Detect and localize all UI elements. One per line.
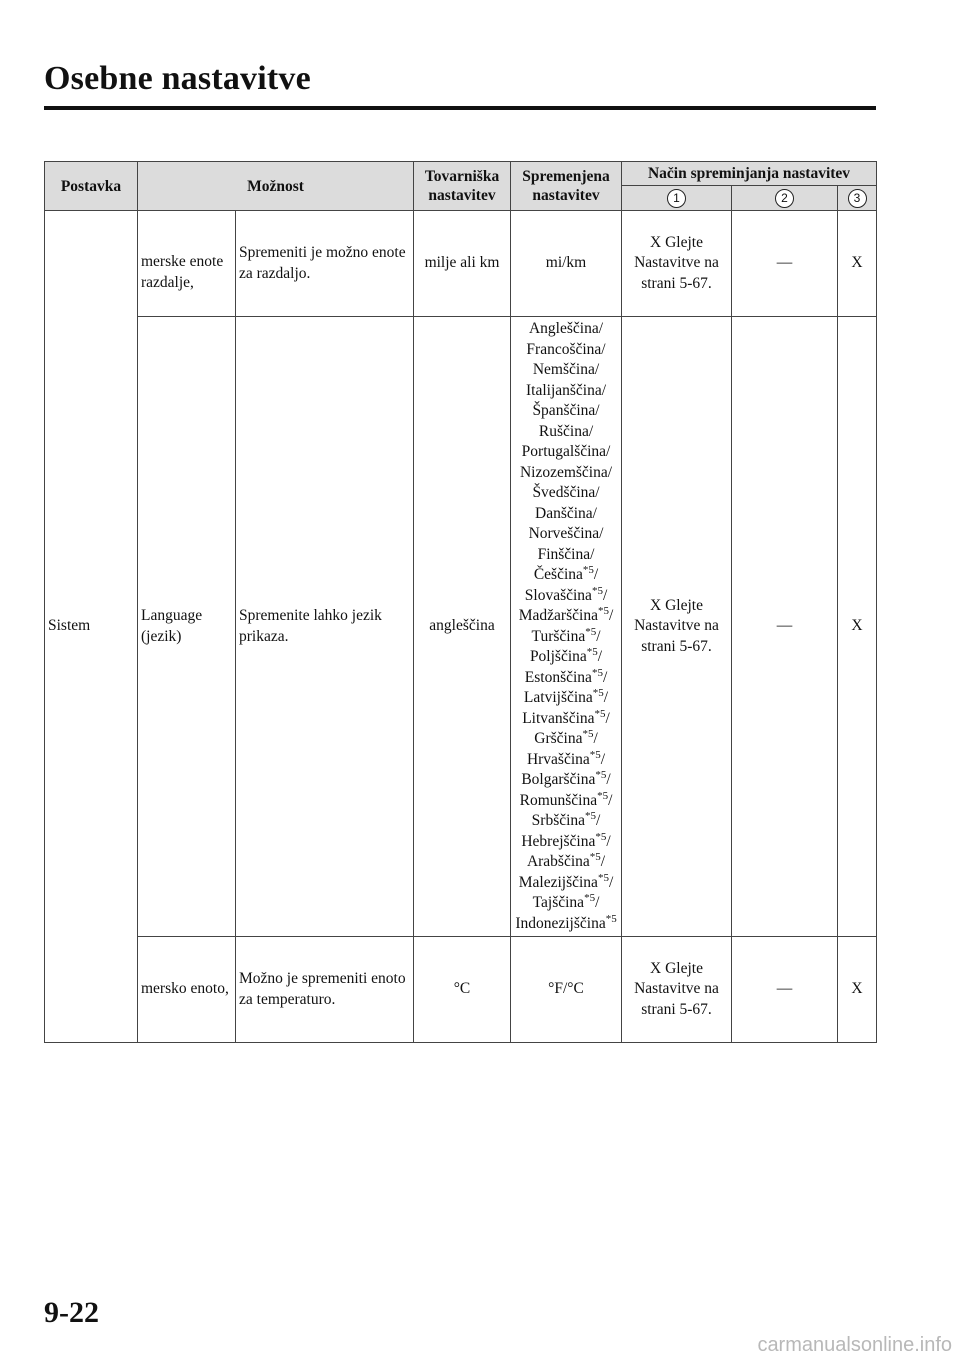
language-name: Nemščina/ <box>532 361 600 378</box>
language-name: Litvanščina <box>522 709 595 727</box>
header-method-2 <box>732 186 838 211</box>
footnote-marker: *5 <box>591 666 603 679</box>
language-option <box>511 504 621 525</box>
method-2-cell: — <box>732 317 838 937</box>
method-1-cell: X Glejte Nastavitve na strani 5-67. <box>622 317 732 937</box>
page-number: 9-22 <box>44 1296 99 1329</box>
language-option <box>511 606 621 627</box>
footnote-marker: *5 <box>597 604 609 617</box>
language-name: Češčina <box>533 566 583 583</box>
language-option <box>511 524 621 545</box>
circled-number-1-icon: 1 <box>667 189 686 208</box>
footnote-marker: *5 <box>595 830 607 843</box>
language-separator: / <box>605 709 610 727</box>
changed-value: mi/km <box>511 211 622 317</box>
language-name: Italijanščina/ <box>525 381 607 399</box>
category-cell: Sistem <box>45 211 138 1043</box>
footnote-marker: *5 <box>585 625 597 638</box>
factory-value: angleščina <box>414 317 511 937</box>
language-name: Malezijščina <box>518 873 598 891</box>
table-row <box>45 211 877 317</box>
language-name: Madžarščina <box>518 607 598 624</box>
language-separator: / <box>600 853 606 870</box>
language-name: Tajščina <box>532 894 585 911</box>
language-option <box>511 852 621 873</box>
circled-number-2-icon: 2 <box>775 189 794 208</box>
item-cell: merske enote razdalje, <box>138 211 236 317</box>
method-1-cell: X Glejte Nastavitve na strani 5-67. <box>622 937 732 1043</box>
language-name: Poljščina <box>529 648 587 665</box>
language-option <box>511 893 621 914</box>
language-separator: / <box>597 648 603 665</box>
language-separator: / <box>596 627 601 645</box>
title-divider <box>44 106 876 110</box>
language-option <box>511 422 621 443</box>
footnote-marker: *5 <box>582 727 594 740</box>
language-option <box>511 791 621 812</box>
language-name: Danščina/ <box>535 504 597 522</box>
changed-value <box>511 317 622 937</box>
footnote-marker: *5 <box>589 748 601 761</box>
language-name: Latvijščina <box>523 689 593 706</box>
header-spremenjena: Spremenjena nastavitev <box>511 162 622 211</box>
method-3-cell: X <box>838 317 877 937</box>
language-list <box>511 319 621 934</box>
footnote-marker: *5 <box>585 809 597 822</box>
language-name: Arabščina <box>526 853 590 870</box>
footnote-marker: *5 <box>597 871 609 884</box>
footnote-marker: *5 <box>589 850 601 863</box>
language-option <box>511 668 621 689</box>
header-method-3 <box>838 186 877 211</box>
language-option <box>511 873 621 894</box>
watermark: carmanualsonline.info <box>757 1334 952 1356</box>
language-option <box>511 750 621 771</box>
language-option <box>511 811 621 832</box>
table-row <box>45 937 877 1043</box>
language-option <box>511 709 621 730</box>
method-2-cell: — <box>732 937 838 1043</box>
language-name: Estonščina <box>524 668 592 686</box>
language-name: Nizozemščina/ <box>519 463 613 481</box>
language-option <box>511 729 621 750</box>
language-option <box>511 914 621 935</box>
table-row <box>45 317 877 937</box>
footnote-marker: *5 <box>586 645 598 658</box>
language-name: Ruščina/ <box>538 422 594 440</box>
item-cell: Language (jezik) <box>138 317 236 937</box>
language-option <box>511 401 621 422</box>
footnote-marker: *5 <box>582 563 594 576</box>
language-name: Angleščina/ <box>528 320 604 337</box>
language-separator: / <box>593 730 598 747</box>
language-name: Srbščina <box>531 812 586 829</box>
header-tovarniska: Tovarniška nastavitev <box>414 162 511 211</box>
language-separator: / <box>608 607 614 624</box>
language-separator: / <box>603 689 609 706</box>
language-option <box>511 442 621 463</box>
footnote-marker: *5 <box>591 584 603 597</box>
language-name: Indonezijščina <box>515 914 606 932</box>
language-separator: / <box>596 812 601 829</box>
language-option <box>511 545 621 566</box>
language-name: Grščina <box>534 730 583 747</box>
language-option <box>511 688 621 709</box>
option-cell: Spremeniti je možno enote za razdaljo. <box>236 211 414 317</box>
language-separator: / <box>608 873 614 891</box>
circled-number-3-icon: 3 <box>848 189 867 208</box>
footnote-marker: *5 <box>592 686 604 699</box>
header-postavka: Postavka <box>45 162 138 211</box>
language-name: Finščina/ <box>537 545 595 563</box>
item-cell: mersko enoto, <box>138 937 236 1043</box>
footnote-marker: *5 <box>605 912 617 925</box>
method-3-cell: X <box>838 211 877 317</box>
changed-value: °F/°C <box>511 937 622 1043</box>
settings-table <box>44 161 877 1043</box>
language-option <box>511 360 621 381</box>
header-nacin: Način spreminjanja nastavitev <box>622 162 877 186</box>
language-option <box>511 565 621 586</box>
language-separator: / <box>595 894 600 911</box>
language-name: Norveščina/ <box>528 525 604 542</box>
option-cell: Možno je spremeniti enoto za temperaturo. <box>236 937 414 1043</box>
language-name: Francoščina/ <box>526 340 606 358</box>
language-option <box>511 586 621 607</box>
language-option <box>511 340 621 361</box>
page-title: Osebne nastavitve <box>44 60 311 97</box>
header-moznost: Možnost <box>138 162 414 211</box>
language-option <box>511 463 621 484</box>
language-name: Hebrejščina <box>521 832 596 850</box>
language-separator: / <box>602 668 608 686</box>
method-3-cell: X <box>838 937 877 1043</box>
language-option <box>511 483 621 504</box>
language-separator: / <box>606 832 611 850</box>
language-name: Hrvaščina <box>526 750 590 768</box>
language-separator: / <box>608 791 613 809</box>
language-name: Romunščina <box>519 791 598 809</box>
language-name: Slovaščina <box>524 586 592 604</box>
language-separator: / <box>606 771 611 788</box>
footnote-marker: *5 <box>584 891 596 904</box>
footnote-marker: *5 <box>597 789 609 802</box>
language-name: Švedščina/ <box>532 484 600 501</box>
language-option <box>511 627 621 648</box>
language-name: Španščina/ <box>532 402 600 419</box>
language-name: Bolgarščina <box>521 771 596 788</box>
footnote-marker: *5 <box>595 768 607 781</box>
language-separator: / <box>593 566 599 583</box>
language-separator: / <box>602 586 608 604</box>
language-option <box>511 770 621 791</box>
language-name: Portugalščina/ <box>521 443 611 460</box>
footnote-marker: *5 <box>594 707 606 720</box>
language-option <box>511 319 621 340</box>
option-cell: Spremenite lahko jezik prikaza. <box>236 317 414 937</box>
language-option <box>511 832 621 853</box>
factory-value: °C <box>414 937 511 1043</box>
method-1-cell: X Glejte Nastavitve na strani 5-67. <box>622 211 732 317</box>
language-option <box>511 647 621 668</box>
language-separator: / <box>600 750 606 768</box>
header-method-1 <box>622 186 732 211</box>
language-name: Turščina <box>531 627 586 645</box>
method-2-cell: — <box>732 211 838 317</box>
language-option <box>511 381 621 402</box>
factory-value: milje ali km <box>414 211 511 317</box>
